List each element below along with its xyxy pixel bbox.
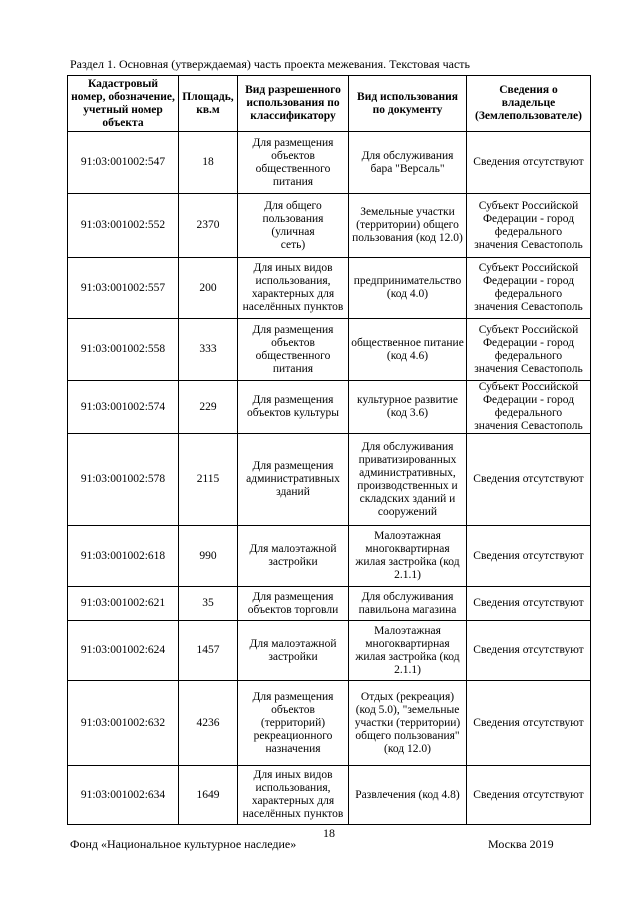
- cell-permitted-use: Для размещения административных зданий: [238, 434, 349, 526]
- cell-document-use: Развлечения (код 4.8): [349, 766, 467, 825]
- cell-area: 333: [179, 319, 238, 381]
- cell-area: 2115: [179, 434, 238, 526]
- cell-document-use: Для обслуживания приватизированных административных, производственных и складских зданий и сооружений: [349, 434, 467, 526]
- cell-area: 200: [179, 258, 238, 319]
- footer-city-year: Москва 2019: [488, 837, 554, 851]
- cell-cadastral-number: 91:03:001002:574: [68, 381, 179, 434]
- header-area: Площадь, кв.м: [179, 76, 238, 132]
- cell-area: 4236: [179, 681, 238, 766]
- table-row: [68, 381, 591, 434]
- cell-area: 2370: [179, 194, 238, 258]
- cell-cadastral-number: 91:03:001002:552: [68, 194, 179, 258]
- table-row: [68, 434, 591, 526]
- cell-owner-info: Субъект Российской Федерации - город федерального значения Севастополь: [467, 194, 591, 258]
- table-row: [68, 587, 591, 621]
- cell-owner-info: Сведения отсутствуют: [467, 766, 591, 825]
- cell-cadastral-number: 91:03:001002:621: [68, 587, 179, 621]
- cell-cadastral-number: 91:03:001002:557: [68, 258, 179, 319]
- cell-document-use: Отдых (рекреация) (код 5.0), "земельные участки (территории) общего пользования" (код 12.0): [349, 681, 467, 766]
- cell-cadastral-number: 91:03:001002:547: [68, 132, 179, 194]
- table-row: [68, 319, 591, 381]
- cell-document-use: Для обслуживания павильона магазина: [349, 587, 467, 621]
- cell-owner-info: Сведения отсутствуют: [467, 526, 591, 587]
- cell-permitted-use: Для размещения объектов торговли: [238, 587, 349, 621]
- table-row: [68, 621, 591, 681]
- table-row: [68, 681, 591, 766]
- cell-cadastral-number: 91:03:001002:634: [68, 766, 179, 825]
- footer-organization: Фонд «Национальное культурное наследие»: [70, 837, 297, 851]
- cell-cadastral-number: 91:03:001002:558: [68, 319, 179, 381]
- cell-document-use: Малоэтажная многоквартирная жилая застройка (код 2.1.1): [349, 526, 467, 587]
- cell-area: 990: [179, 526, 238, 587]
- cell-area: 1649: [179, 766, 238, 825]
- cell-cadastral-number: 91:03:001002:578: [68, 434, 179, 526]
- cell-document-use: культурное развитие (код 3.6): [349, 381, 467, 434]
- cell-permitted-use: Для размещения объектов культуры: [238, 381, 349, 434]
- header-cadastral-number: Кадастровый номер, обозначение, учетный номер объекта: [68, 76, 179, 132]
- cell-permitted-use: Для размещения объектов общественного питания: [238, 132, 349, 194]
- cell-cadastral-number: 91:03:001002:618: [68, 526, 179, 587]
- cell-owner-info: Сведения отсутствуют: [467, 681, 591, 766]
- cell-permitted-use: Для малоэтажной застройки: [238, 621, 349, 681]
- cell-area: 18: [179, 132, 238, 194]
- cell-permitted-use: Для малоэтажной застройки: [238, 526, 349, 587]
- cell-owner-info: Сведения отсутствуют: [467, 434, 591, 526]
- table-row: [68, 132, 591, 194]
- cell-owner-info: Сведения отсутствуют: [467, 587, 591, 621]
- cell-area: 229: [179, 381, 238, 434]
- cell-document-use: Для обслуживания бара "Версаль": [349, 132, 467, 194]
- cell-owner-info: Сведения отсутствуют: [467, 621, 591, 681]
- cell-area: 35: [179, 587, 238, 621]
- table-row: [68, 766, 591, 825]
- cell-owner-info: Сведения отсутствуют: [467, 132, 591, 194]
- cell-owner-info: Субъект Российской Федерации - город федерального значения Севастополь: [467, 319, 591, 381]
- table-row: [68, 194, 591, 258]
- header-owner-info: Сведения о владельце (Землепользователе): [467, 76, 591, 132]
- parcel-table: [67, 75, 591, 825]
- cell-permitted-use: Для размещения объектов общественного питания: [238, 319, 349, 381]
- table-row: [68, 258, 591, 319]
- cell-cadastral-number: 91:03:001002:632: [68, 681, 179, 766]
- table-header-row: [68, 76, 591, 132]
- cell-document-use: Малоэтажная многоквартирная жилая застройка (код 2.1.1): [349, 621, 467, 681]
- cell-owner-info: Субъект Российской Федерации - город федерального значения Севастополь: [467, 258, 591, 319]
- cell-document-use: предпринимательство (код 4.0): [349, 258, 467, 319]
- header-permitted-use: Вид разрешенного использования по классификатору: [238, 76, 349, 132]
- cell-owner-info: Субъект Российской Федерации - город федерального значения Севастополь: [467, 381, 591, 434]
- cell-document-use: общественное питание (код 4.6): [349, 319, 467, 381]
- page-number: 18: [323, 826, 335, 840]
- table-row: [68, 526, 591, 587]
- cell-permitted-use: Для размещения объектов (территорий) рекреационного назначения: [238, 681, 349, 766]
- section-title: Раздел 1. Основная (утверждаемая) часть проекта межевания. Текстовая часть: [70, 57, 471, 71]
- header-document-use: Вид использования по документу: [349, 76, 467, 132]
- cell-permitted-use: Для общего пользования (уличная сеть): [238, 194, 349, 258]
- cell-permitted-use: Для иных видов использования, характерных для населённых пунктов: [238, 766, 349, 825]
- cell-permitted-use: Для иных видов использования, характерных для населённых пунктов: [238, 258, 349, 319]
- cell-area: 1457: [179, 621, 238, 681]
- cell-cadastral-number: 91:03:001002:624: [68, 621, 179, 681]
- cell-document-use: Земельные участки (территории) общего пользования (код 12.0): [349, 194, 467, 258]
